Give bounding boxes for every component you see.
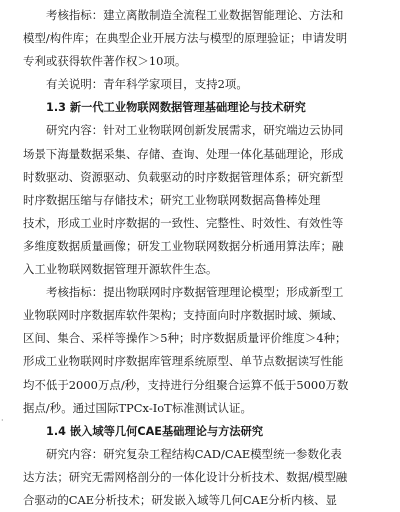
text-line: 研究内容：研究复杂工程结构CAD/CAE模型统一参数化表 bbox=[46, 446, 342, 461]
text-line: 据点/秒。通过国际TPCx-IoT标准测试认证。 bbox=[23, 400, 252, 415]
text-line: 时序数据压缩与存储技术；研究工业物联网数据高鲁棒处理 bbox=[23, 192, 321, 207]
text-line: 均不低于2000万点/秒，支持进行分组聚合运算不低于5000万数 bbox=[23, 377, 349, 392]
text-line: 多维度数据质量画像；研发工业物联网数据分析通用算法库；融 bbox=[23, 238, 344, 253]
text-line: 业物联网时序数据库软件架构；支持面向时序数据时域、频域、 bbox=[23, 308, 344, 323]
text-line: 时数驱动、资源驱动、负载驱动的时序数据管理体系；研究新型 bbox=[23, 169, 344, 184]
margin-dot: · bbox=[1, 416, 4, 425]
text-line: 达方法；研究无需网格剖分的一体化设计分析技术、数据/模型融 bbox=[23, 469, 348, 484]
text-line: 合驱动的CAE分析技术；研发嵌入域等几何CAE分析内核、显 bbox=[23, 492, 337, 507]
text-line: 入工业物联网数据管理开源软件生态。 bbox=[23, 262, 218, 277]
text-line: 考核指标：建立离散制造全流程工业数据智能理论、方法和 bbox=[46, 8, 344, 22]
text-line: 专利或获得软件著作权＞10项。 bbox=[23, 54, 187, 69]
text-line: 考核指标：提出物联网时序数据管理理论模型；形成新型工 bbox=[46, 285, 344, 300]
text-line: 场景下海量数据采集、存储、查询、处理一体化基础理论，形成 bbox=[23, 146, 344, 161]
section-heading-1-3: 1.3 新一代工业物联网数据管理基础理论与技术研究 bbox=[46, 101, 306, 115]
text-line: 形成工业物联网时序数据库管理系统原型、单节点数据读写性能 bbox=[23, 354, 344, 369]
text-line: 区间、集合、采样等操作＞5种；时序数据质量评价维度＞4种； bbox=[23, 331, 347, 346]
text-line: 有关说明：青年科学家项目，支持2项。 bbox=[46, 77, 248, 92]
text-line: 技术，形成工业时序数据的一致性、完整性、时效性、有效性等 bbox=[23, 215, 344, 230]
text-line: 研究内容：针对工业物联网创新发展需求，研究端边云协同 bbox=[46, 123, 344, 138]
text-line: 模型/构件库；在典型企业开展方法与模型的原理验证；申请发明 bbox=[23, 31, 348, 46]
section-heading-1-4: 1.4 嵌入域等几何CAE基础理论与方法研究 bbox=[46, 424, 264, 438]
